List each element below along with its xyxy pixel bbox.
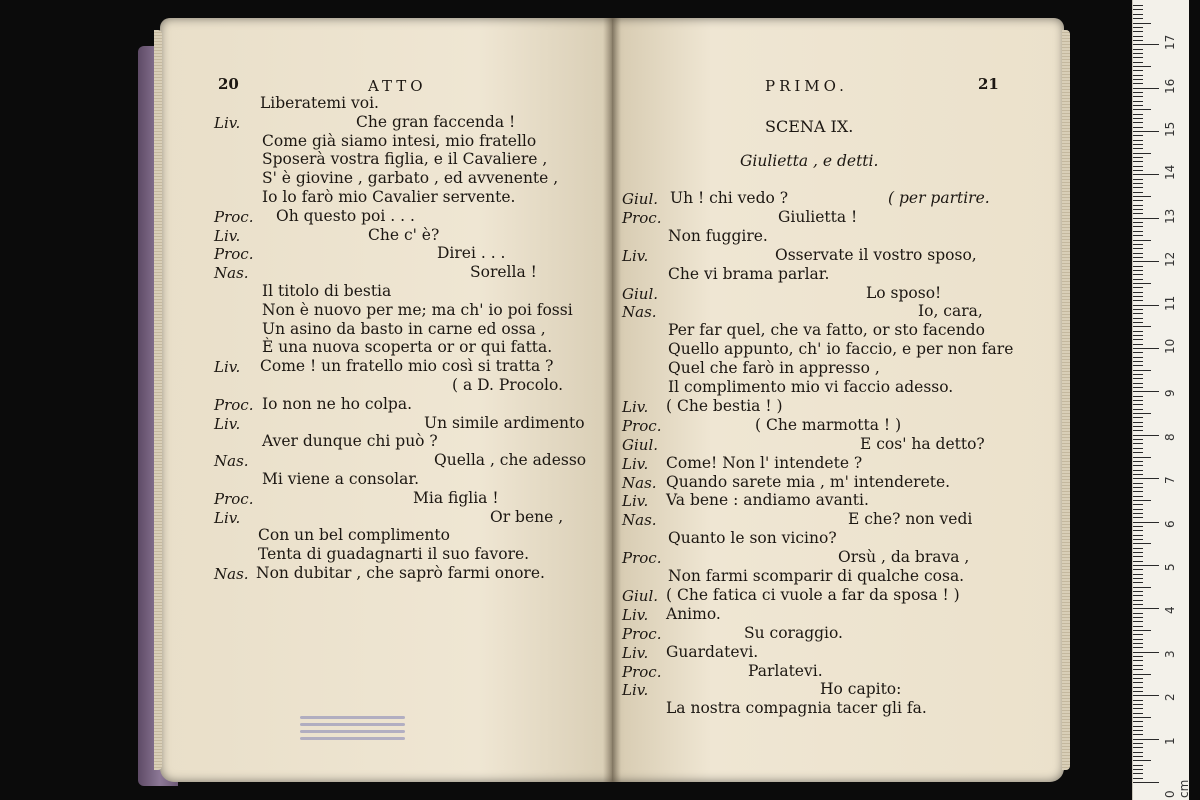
ruler-tick (1133, 292, 1143, 293)
verse-line: ( Che fatica ci vuole a far da sposa ! ) (666, 585, 960, 604)
ruler-tick (1133, 352, 1143, 353)
speaker-label: Giul. (622, 190, 659, 208)
verse-line: È una nuova scoperta or or qui fatta. (262, 338, 553, 357)
verse-line: Con un bel complimento (258, 526, 450, 545)
speaker-label: Proc. (214, 207, 254, 226)
ruler-tick (1133, 383, 1143, 384)
verse-line: Or bene , (490, 507, 564, 526)
ruler-tick (1133, 331, 1143, 332)
ruler-tick (1133, 144, 1143, 145)
verse-line: ( Che bestia ! ) (666, 396, 783, 415)
ruler-tick (1133, 765, 1143, 766)
ruler-tick (1133, 339, 1143, 340)
ruler-tick (1133, 244, 1143, 245)
verse-line: Io, cara, (918, 302, 983, 321)
speaker-label: Nas. (622, 303, 657, 322)
ruler-tick (1133, 18, 1143, 19)
ruler-tick (1133, 496, 1143, 497)
ruler-tick (1133, 88, 1159, 89)
ruler-number: 7 (1163, 476, 1177, 485)
ruler-tick (1133, 613, 1143, 614)
ruler-tick (1133, 148, 1143, 149)
ruler-tick (1133, 361, 1143, 362)
ruler-tick (1133, 96, 1143, 97)
ruler-number: 1 (1163, 736, 1177, 745)
ruler-tick (1133, 504, 1143, 505)
right-running-head: PRIMO. (765, 77, 848, 95)
ruler-tick (1133, 713, 1143, 714)
ruler-tick (1133, 44, 1159, 45)
ruler-tick (1133, 326, 1151, 327)
verse-line: ( a D. Procolo. (452, 376, 563, 394)
ruler-tick (1133, 174, 1159, 175)
verse-line: S' è giovine , garbato , ed avvenente , (262, 169, 559, 188)
ruler-tick (1133, 313, 1143, 314)
ruler-tick (1133, 600, 1143, 601)
ruler-tick (1133, 62, 1143, 63)
ruler-tick (1133, 114, 1143, 115)
verse-line: Il complimento mio vi faccio adesso. (668, 378, 954, 396)
ruler-tick (1133, 287, 1143, 288)
ruler-number: 3 (1163, 650, 1177, 658)
ruler-tick (1133, 396, 1143, 397)
ruler-tick (1133, 569, 1143, 570)
ruler-tick (1133, 305, 1159, 306)
ruler-number: 12 (1163, 251, 1177, 268)
ruler-tick (1133, 213, 1143, 214)
ruler-tick (1133, 140, 1143, 141)
ruler-number: 13 (1163, 208, 1177, 224)
ruler-tick (1133, 487, 1143, 488)
ruler-tick (1133, 209, 1143, 210)
verse-line: Un simile ardimento (424, 413, 585, 432)
ruler-tick (1133, 656, 1143, 657)
ruler-tick (1133, 23, 1151, 24)
ruler-number: 16 (1163, 78, 1177, 94)
ruler-tick (1133, 687, 1143, 688)
right-page-number: 21 (978, 75, 999, 93)
ruler-tick (1133, 404, 1143, 405)
ruler-tick (1133, 135, 1143, 136)
ruler-tick (1133, 448, 1143, 449)
ruler-tick (1133, 92, 1143, 93)
ruler-tick (1133, 461, 1143, 462)
ruler-tick (1133, 348, 1159, 349)
speaker-label: Liv. (622, 397, 649, 416)
ruler-tick (1133, 283, 1151, 284)
ruler-tick (1133, 365, 1143, 366)
ruler-tick (1133, 409, 1143, 410)
ruler-number: 5 (1163, 563, 1177, 571)
ruler-tick (1133, 101, 1143, 102)
ruler-tick (1133, 192, 1143, 193)
ruler-tick (1133, 517, 1143, 518)
ruler-tick (1133, 53, 1143, 54)
ruler-tick (1133, 36, 1143, 37)
verse-line: Io non ne ho colpa. (262, 394, 412, 413)
speaker-label: Liv. (622, 246, 649, 265)
ruler-tick (1133, 630, 1151, 631)
ruler-tick (1133, 413, 1151, 414)
ruler-tick (1133, 261, 1159, 262)
ruler-tick (1133, 378, 1143, 379)
speaker-label: Giul. (622, 435, 659, 454)
ruler-tick (1133, 682, 1143, 683)
ruler-tick (1133, 9, 1143, 10)
verse-line: Mia figlia ! (413, 488, 499, 507)
verse-line: Lo sposo! (866, 283, 942, 302)
speaker-label: Proc. (214, 245, 254, 264)
ruler-tick (1133, 170, 1143, 171)
ruler-tick (1133, 270, 1143, 271)
book-gutter (603, 18, 621, 782)
ruler-tick (1133, 548, 1143, 549)
verse-line: Non dubitar , che saprò farmi onore. (256, 564, 545, 582)
verse-line: Osservate il vostro sposo, (775, 245, 977, 264)
verse-line: Quello appunto, ch' io faccio, e per non fare (668, 340, 1014, 359)
ruler-tick (1133, 726, 1143, 727)
verse-line: ( Che marmotta ! ) (755, 415, 902, 434)
ruler-tick (1133, 27, 1143, 28)
ruler-tick (1133, 430, 1143, 431)
verse-line: Sorella ! (470, 263, 537, 282)
verse-line: Oh questo poi . . . (276, 206, 415, 225)
ruler-tick (1133, 530, 1143, 531)
verse-line: Su coraggio. (744, 623, 843, 642)
speaker-label: Nas. (214, 565, 249, 583)
ruler-tick (1133, 309, 1143, 310)
speaker-label: Liv. (214, 358, 241, 377)
ruler-tick (1133, 205, 1143, 206)
ruler-tick (1133, 387, 1143, 388)
verse-line: Uh ! chi vedo ? (670, 189, 789, 207)
ruler-tick (1133, 621, 1143, 622)
verse-line: Non è nuovo per me; ma ch' io poi fossi (262, 300, 573, 319)
ruler-tick (1133, 31, 1143, 32)
verse-line: Che vi brama parlar. (668, 264, 830, 283)
measuring-ruler (1132, 0, 1189, 800)
ruler-tick (1133, 634, 1143, 635)
ruler-tick (1133, 75, 1143, 76)
ruler-tick (1133, 587, 1151, 588)
ruler-tick (1133, 617, 1143, 618)
ruler-number: 4 (1163, 606, 1177, 615)
ruler-tick (1133, 643, 1143, 644)
verse-line: Ho capito: (820, 680, 902, 699)
speaker-label: Liv. (622, 681, 649, 700)
verse-line: Direi . . . (437, 244, 506, 263)
ruler-tick (1133, 574, 1143, 575)
verse-line: E che? non vedi (848, 510, 973, 529)
ruler-tick (1133, 240, 1151, 241)
verse-line: La nostra compagnia tacer gli fa. (666, 699, 927, 718)
ruler-tick (1133, 161, 1143, 162)
ruler-tick (1133, 248, 1143, 249)
ruler-tick (1133, 778, 1143, 779)
ruler-tick (1133, 678, 1143, 679)
verse-line: Giulietta ! (778, 207, 858, 226)
ruler-tick (1133, 708, 1143, 709)
ruler-tick (1133, 166, 1143, 167)
ruler-tick (1133, 760, 1151, 761)
verse-line: Non farmi scomparir di qualche cosa. (668, 567, 965, 585)
ruler-tick (1133, 700, 1143, 701)
ruler-tick (1133, 604, 1143, 605)
ruler-tick (1133, 253, 1143, 254)
ruler-tick (1133, 187, 1143, 188)
ruler-tick (1133, 274, 1143, 275)
ruler-number: 14 (1163, 165, 1177, 181)
ruler-tick (1133, 769, 1143, 770)
ruler-number: 10 (1163, 338, 1177, 354)
verse-line: Va bene : andiamo avanti. (666, 491, 869, 510)
ruler-tick (1133, 183, 1143, 184)
ruler-tick (1133, 422, 1143, 423)
speaker-label: Proc. (622, 662, 662, 681)
ruler-tick (1133, 608, 1159, 609)
ruler-tick (1133, 131, 1159, 132)
verse-line: Quanto le son vicino? (668, 529, 837, 548)
verse-line: Quel che farò in appresso , (668, 359, 880, 378)
ruler-tick (1133, 5, 1143, 6)
speaker-label: Liv. (622, 643, 649, 662)
ruler-tick (1133, 465, 1143, 466)
ruler-tick (1133, 626, 1143, 627)
ruler-tick (1133, 721, 1143, 722)
ruler-tick (1133, 435, 1159, 436)
ruler-tick (1133, 40, 1143, 41)
ruler-tick (1133, 400, 1143, 401)
verse-line: Non fuggire. (668, 226, 768, 245)
ruler-tick (1133, 526, 1143, 527)
page-edge (1062, 30, 1070, 770)
ruler-tick (1133, 522, 1159, 523)
ruler-tick (1133, 470, 1143, 471)
ruler-tick (1133, 452, 1143, 453)
ruler-tick (1133, 734, 1143, 735)
ruler-tick (1133, 652, 1159, 653)
ruler-tick (1133, 717, 1151, 718)
ruler-tick (1133, 665, 1143, 666)
verse-line: Come ! un fratello mio così si tratta ? (260, 357, 554, 376)
verse-line: Quando sarete mia , m' intenderete. (666, 472, 951, 491)
ruler-tick (1133, 322, 1143, 323)
ruler-number: 6 (1163, 519, 1177, 528)
left-page-number: 20 (218, 75, 239, 93)
speaker-label: Proc. (214, 489, 254, 508)
ruler-number: 15 (1163, 121, 1177, 137)
ruler-tick (1133, 374, 1143, 375)
ruler-tick (1133, 14, 1143, 15)
ruler-tick (1133, 578, 1143, 579)
ruler-tick (1133, 739, 1159, 740)
ruler-tick (1133, 582, 1143, 583)
ruler-tick (1133, 539, 1143, 540)
speaker-label: Giul. (622, 586, 659, 605)
ruler-tick (1133, 257, 1143, 258)
ruler-tick (1133, 426, 1143, 427)
ruler-tick (1133, 266, 1143, 267)
ruler-tick (1133, 344, 1143, 345)
ruler-number: 11 (1163, 295, 1177, 311)
speaker-label: Liv. (214, 113, 241, 132)
ruler-tick (1133, 179, 1143, 180)
ruler-tick (1133, 127, 1143, 128)
ruler-tick (1133, 647, 1143, 648)
verse-line: Quella , che adesso (434, 451, 587, 470)
ruler-tick (1133, 49, 1143, 50)
speaker-label: Liv. (214, 508, 241, 527)
ruler-tick (1133, 417, 1143, 418)
ruler-tick (1133, 335, 1143, 336)
speaker-label: Proc. (622, 549, 662, 568)
ruler-tick (1133, 565, 1159, 566)
ruler-tick (1133, 318, 1143, 319)
ruler-tick (1133, 226, 1143, 227)
speaker-label: Nas. (622, 473, 657, 492)
ruler-tick (1133, 500, 1151, 501)
verse-line: Orsù , da brava , (838, 548, 970, 567)
ruler-tick (1133, 513, 1143, 514)
ruler-tick (1133, 730, 1143, 731)
ruler-tick (1133, 782, 1159, 783)
ruler-tick (1133, 591, 1143, 592)
ruler-tick (1133, 391, 1159, 392)
speaker-label: Nas. (214, 452, 249, 471)
ruler-tick (1133, 118, 1143, 119)
ruler-tick (1133, 235, 1143, 236)
verse-line: Parlatevi. (748, 661, 823, 680)
ruler-tick (1133, 122, 1143, 123)
ruler-tick (1133, 639, 1143, 640)
ruler-tick (1133, 218, 1159, 219)
ruler-tick (1133, 478, 1159, 479)
stage-aside: ( per partire. (888, 189, 990, 207)
ruler-tick (1133, 695, 1159, 696)
ruler-tick (1133, 483, 1143, 484)
verse-line: Liberatemi voi. (260, 94, 379, 112)
ruler-tick (1133, 66, 1151, 67)
ruler-tick (1133, 543, 1151, 544)
verse-line: Mi viene a consolar. (262, 470, 420, 488)
ruler-tick (1133, 491, 1143, 492)
speaker-label: Liv. (622, 492, 649, 511)
ruler-tick (1133, 691, 1143, 692)
ruler-tick (1133, 747, 1143, 748)
speaker-label: Liv. (214, 414, 241, 433)
verse-line: Che c' è? (368, 225, 440, 244)
speaker-label: Proc. (622, 208, 662, 227)
speaker-label: Proc. (214, 395, 254, 414)
verse-line: Io lo farò mio Cavalier servente. (262, 188, 516, 206)
ruler-tick (1133, 443, 1143, 444)
ruler-tick (1133, 660, 1143, 661)
verse-line: Che gran faccenda ! (356, 112, 516, 131)
ruler-tick (1133, 70, 1143, 71)
speaker-label: Liv. (622, 454, 649, 473)
ruler-tick (1133, 773, 1143, 774)
verse-line: E cos' ha detto? (860, 434, 985, 453)
ruler-tick (1133, 595, 1143, 596)
ruler-tick (1133, 756, 1143, 757)
speaker-label: Nas. (214, 264, 249, 283)
verse-line: Per far quel, che va fatto, or sto facendo (668, 321, 985, 340)
ruler-number: 2 (1163, 693, 1177, 702)
ruler-tick (1133, 300, 1143, 301)
verse-line: Tenta di guadagnarti il suo favore. (258, 545, 530, 564)
speaker-label: Proc. (622, 624, 662, 643)
ruler-tick (1133, 279, 1143, 280)
ruler-tick (1133, 552, 1143, 553)
ruler-tick (1133, 296, 1143, 297)
ruler-tick (1133, 556, 1143, 557)
ruler-tick (1133, 474, 1143, 475)
ruler-number: 9 (1163, 389, 1177, 398)
scene-title: SCENA IX. (765, 117, 854, 136)
verse-line: Il titolo di bestia (262, 282, 392, 300)
verse-line: Sposerà vostra figlia, e il Cavaliere , (262, 150, 548, 169)
ruler-tick (1133, 457, 1151, 458)
ruler-tick (1133, 509, 1143, 510)
verse-line: Aver dunque chi può ? (262, 432, 438, 451)
ruler-tick (1133, 743, 1143, 744)
speaker-label: Proc. (622, 416, 662, 435)
ruler-tick (1133, 752, 1143, 753)
ruler-tick (1133, 222, 1143, 223)
ruler-unit-label: 0 cm (1163, 779, 1191, 798)
stage-direction: Giulietta , e detti. (740, 152, 879, 170)
ruler-tick (1133, 153, 1151, 154)
ruler-tick (1133, 200, 1143, 201)
ruler-tick (1133, 370, 1151, 371)
ruler-tick (1133, 535, 1143, 536)
ruler-tick (1133, 196, 1151, 197)
ruler-tick (1133, 109, 1151, 110)
speaker-label: Giul. (622, 284, 659, 303)
verse-line: Un asino da basto in carne ed ossa , (262, 319, 546, 338)
ruler-number: 8 (1163, 433, 1177, 441)
verse-line: Come! Non l' intendete ? (666, 453, 863, 472)
ruler-tick (1133, 561, 1143, 562)
speaker-label: Liv. (622, 605, 649, 624)
ruler-tick (1133, 704, 1143, 705)
ruler-tick (1133, 674, 1151, 675)
verse-line: Animo. (666, 604, 721, 623)
ruler-tick (1133, 79, 1143, 80)
ruler-tick (1133, 357, 1143, 358)
ruler-tick (1133, 105, 1143, 106)
ruler-tick (1133, 157, 1143, 158)
ruler-tick (1133, 57, 1143, 58)
page-edge (154, 30, 162, 770)
ruler-tick (1133, 83, 1143, 84)
ruler-tick (1133, 669, 1143, 670)
verse-line: Guardatevi. (666, 642, 759, 661)
ruler-tick (1133, 439, 1143, 440)
verse-line: Come già siamo intesi, mio fratello (262, 131, 537, 150)
library-stamp (300, 712, 410, 752)
ruler-tick (1133, 231, 1143, 232)
speaker-label: Nas. (622, 511, 657, 530)
left-running-head: ATTO (368, 77, 427, 95)
ruler-number: 17 (1163, 34, 1177, 51)
speaker-label: Liv. (214, 226, 241, 245)
